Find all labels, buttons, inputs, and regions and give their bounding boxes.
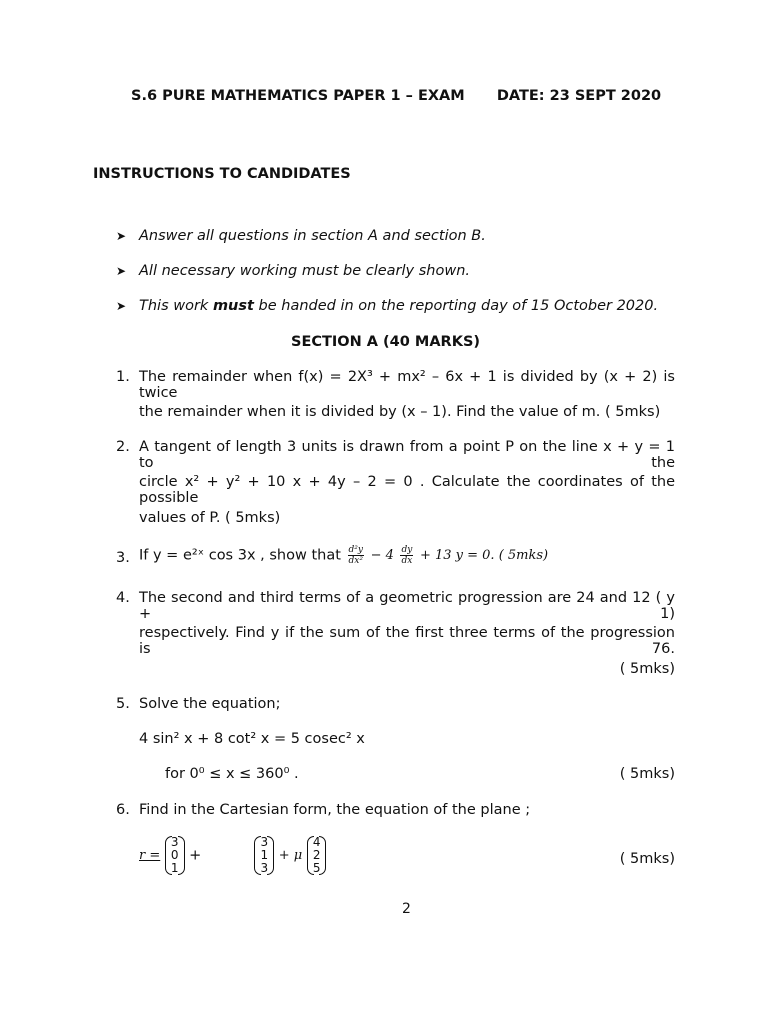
exam-date: DATE: 23 SEPT 2020: [496, 88, 662, 104]
instructions-heading: INSTRUCTIONS TO CANDIDATES: [93, 166, 351, 182]
question-number: 2.: [116, 439, 130, 455]
question-5-equation: 4 sin² x + 8 cot² x = 5 cosec² x: [139, 731, 365, 747]
page-number: 2: [402, 901, 411, 917]
arrow-bullet-icon: ➤: [116, 229, 127, 243]
d2y-dx2-fraction: $\frac{\text{d²y}}{\text{dx²}}$: [348, 545, 363, 566]
direction-vector-1: 3 1 3: [254, 836, 274, 875]
arrow-bullet-icon: ➤: [116, 264, 127, 278]
question-5-range: for 0⁰ ≤ x ≤ 360⁰ .: [165, 766, 299, 782]
instruction-item: ➤ All necessary working must be clearly shown.: [116, 263, 471, 279]
question-4-marks: ( 5mks): [619, 661, 675, 677]
question-number: 1.: [116, 369, 130, 385]
question-4-line-1: The second and third terms of a geometric progression are 24 and 12 ( y + 1): [139, 590, 675, 622]
section-a-heading: SECTION A (40 MARKS): [291, 334, 481, 350]
question-5-marks: ( 5mks): [619, 766, 675, 782]
exam-title-text: S.6 PURE MATHEMATICS PAPER 1 – EXAM: [131, 88, 465, 104]
question-1-line-2: the remainder when it is divided by (x – 1). Find the value of m. ( 5mks): [139, 404, 661, 420]
question-2-line-3: values of P. ( 5mks): [139, 510, 281, 526]
position-vector: 3 0 1: [165, 836, 185, 875]
direction-vector-2: 4 2 5: [307, 836, 327, 875]
question-2-line-1: A tangent of length 3 units is drawn from a point P on the line x + y = 1 to the: [139, 439, 675, 471]
question-number: 3.: [116, 550, 130, 566]
question-6-marks: ( 5mks): [619, 851, 675, 867]
question-6-line-1: Find in the Cartesian form, the equation of the plane ;: [139, 802, 531, 818]
question-4-line-2: respectively. Find y if the sum of the first three terms of the progression is 76.: [139, 625, 675, 657]
instruction-item: ➤ This work must be handed in on the reporting day of 15 October 2020.: [116, 298, 659, 314]
question-number: 5.: [116, 696, 130, 712]
question-number: 6.: [116, 802, 130, 818]
arrow-bullet-icon: ➤: [116, 299, 127, 313]
question-number: 4.: [116, 590, 130, 606]
question-6-vector-equation: r = 3 0 1 + 3 1 3 + μ 4 2 5: [139, 836, 326, 875]
question-2-line-2: circle x² + y² + 10 x + 4y – 2 = 0 . Calculate the coordinates of the possible: [139, 474, 675, 506]
instruction-item: ➤ Answer all questions in section A and section B.: [116, 228, 486, 244]
question-5-line-1: Solve the equation;: [139, 696, 281, 712]
question-1-line-1: The remainder when f(x) = 2X³ + mx² – 6x + 1 is divided by (x + 2) is twice: [139, 369, 675, 401]
exam-title: [131, 88, 661, 104]
question-3-equation: If y = e²ˣ cos 3x , show that $\frac{\text{d²y}}{\text{dx²}}$ − 4 $\frac{dy}{dx}$ + 13 y = 0. ( 5mks): [139, 545, 549, 566]
dy-dx-fraction: $\frac{dy}{dx}$: [401, 545, 413, 566]
